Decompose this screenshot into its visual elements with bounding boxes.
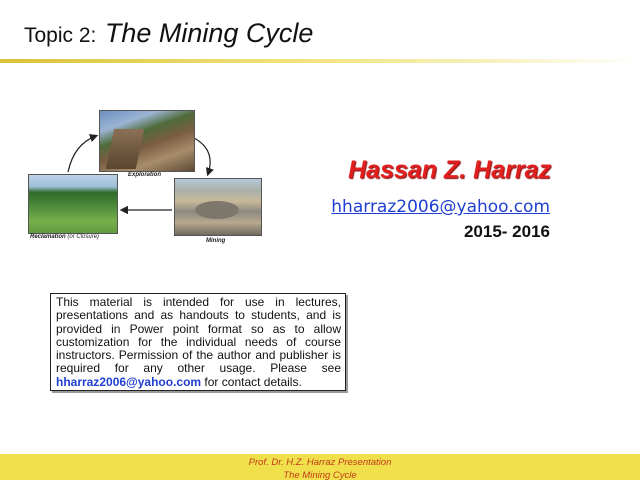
mining-cycle-diagram bbox=[26, 108, 266, 250]
footer-bar bbox=[0, 454, 640, 480]
exploration-label: Exploration bbox=[128, 172, 162, 178]
notice-text-end: for contact details. bbox=[201, 374, 302, 389]
arrow-exploration-to-mining bbox=[194, 138, 210, 174]
mining-label: Mining bbox=[206, 238, 226, 244]
title-underline bbox=[0, 59, 640, 63]
footer-presenter: Prof. Dr. H.Z. Harraz Presentation bbox=[248, 457, 392, 468]
reclamation-sub-label: (or Closure) bbox=[67, 234, 100, 240]
exploration-photo bbox=[99, 110, 195, 172]
title-prefix: Topic 2: bbox=[24, 24, 97, 47]
slide-title bbox=[24, 18, 313, 49]
footer-topic: The Mining Cycle bbox=[283, 470, 357, 481]
author-name: Hassan Z. Harraz bbox=[348, 156, 551, 184]
title-main: The Mining Cycle bbox=[104, 18, 314, 48]
author-email-link[interactable]: hharraz2006@yahoo.com bbox=[331, 197, 550, 217]
reclamation-label bbox=[30, 234, 99, 240]
reclamation-photo bbox=[28, 174, 118, 234]
usage-notice-box bbox=[50, 293, 346, 391]
academic-years: 2015- 2016 bbox=[463, 222, 550, 241]
reclamation-label-text: Reclamation bbox=[30, 234, 66, 240]
arrow-reclamation-to-exploration bbox=[68, 136, 96, 172]
mining-photo bbox=[174, 178, 262, 236]
notice-email-link[interactable]: hharraz2006@yahoo.com bbox=[56, 374, 202, 389]
notice-text: This material is intended for use in lectures, presentations and as handouts to students, and is provided in Power point format so as to allow customization for the individual needs of course instructors. Permission of the author and publisher is required for any other usage. Please see bbox=[56, 295, 341, 376]
